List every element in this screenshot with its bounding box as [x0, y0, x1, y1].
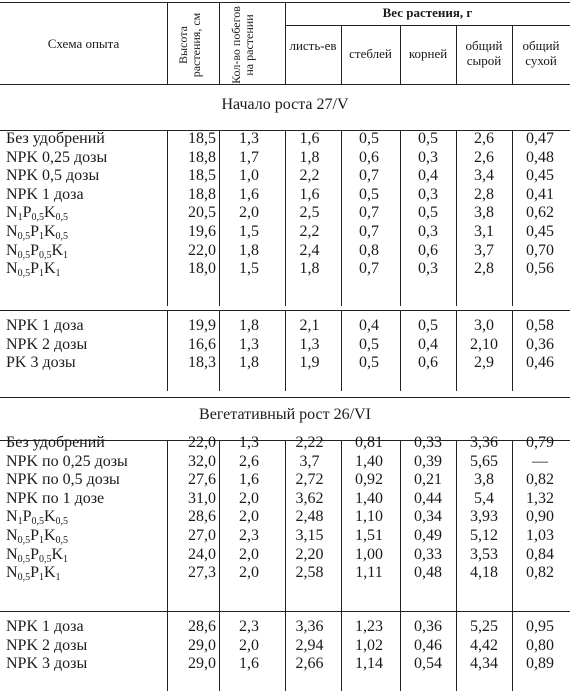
row-value: 1,7 — [239, 148, 259, 166]
row-value: 0,4 — [418, 335, 438, 353]
table-row — [0, 636, 570, 655]
table-row — [0, 507, 570, 526]
table-row — [0, 433, 570, 452]
row-value: 24,0 — [188, 545, 216, 563]
row-value: 2,48 — [295, 508, 324, 526]
row-value: 16,6 — [188, 335, 216, 353]
table-row — [0, 470, 570, 489]
row-value: 2,94 — [295, 636, 324, 654]
table-row — [0, 526, 570, 545]
row-value: 3,36 — [295, 618, 324, 635]
row-value: 18,0 — [188, 260, 216, 278]
row-value: 0,48 — [526, 148, 554, 166]
row-value: 22,0 — [188, 241, 216, 259]
row-value: 2,66 — [295, 655, 324, 673]
row-value: 0,45 — [526, 223, 554, 240]
row-value: 0,46 — [526, 354, 554, 372]
row-value: 2,9 — [474, 354, 494, 372]
table-row — [0, 166, 570, 185]
row-value: 2,5 — [299, 204, 320, 222]
row-value: 0,7 — [359, 260, 379, 278]
row-value: 1,51 — [355, 527, 383, 544]
row-value: 2,6 — [474, 130, 494, 147]
row-value: 0,3 — [418, 185, 438, 203]
row-value: 0,36 — [414, 618, 442, 635]
table-row — [0, 259, 570, 278]
row-value: 1,3 — [239, 335, 259, 353]
row-value: 2,2 — [299, 167, 320, 185]
row-value: 0,41 — [526, 185, 554, 203]
row-value: 2,0 — [239, 636, 259, 654]
row-label: $N_{0,5}P_{0,5}K_1$ — [6, 241, 69, 261]
row-value: 0,3 — [418, 148, 438, 166]
row-value: 3,1 — [474, 223, 494, 240]
row-value: 1,14 — [355, 655, 383, 673]
section-title: Начало роста 27/V — [221, 96, 349, 113]
row-value: 1,8 — [239, 241, 259, 259]
row-value: 2,8 — [474, 260, 494, 278]
row-value: 18,8 — [188, 185, 216, 203]
row-value: 0,46 — [414, 636, 442, 654]
row-value: 0,21 — [414, 471, 442, 489]
table-row — [0, 563, 570, 582]
row-label: NPK 0,25 дозы — [6, 148, 108, 166]
row-value: 1,8 — [299, 260, 320, 278]
row-value: 1,6 — [299, 185, 320, 203]
row-value: 1,6 — [299, 130, 320, 147]
row-value: 3,8 — [474, 204, 494, 222]
row-value: 18,5 — [188, 130, 216, 147]
row-value: 0,80 — [526, 636, 554, 654]
row-value: 2,1 — [299, 317, 320, 334]
row-label: Без удобрений — [6, 130, 105, 147]
row-value: 2,4 — [299, 241, 320, 259]
table-row — [0, 222, 570, 241]
header-shoots: Кол-во побегов на растении — [229, 6, 256, 84]
row-label: Без удобрений — [6, 434, 105, 451]
row-value: 5,4 — [474, 489, 494, 507]
row-value: 2,3 — [239, 527, 259, 544]
table-row — [0, 353, 570, 372]
row-label: $N_{0,5}P_{0,5}K_1$ — [6, 545, 69, 565]
row-value: 2,22 — [295, 434, 324, 451]
table-row — [0, 489, 570, 508]
header-roots: корней — [408, 46, 448, 61]
row-value: 0,92 — [355, 471, 383, 489]
row-value: 0,4 — [359, 317, 379, 334]
row-value: 2,6 — [239, 452, 259, 470]
row-value: 1,8 — [239, 317, 259, 334]
weight-group-rule — [285, 25, 570, 26]
row-value: 0,5 — [359, 185, 379, 203]
table-row — [0, 335, 570, 354]
row-value: 1,6 — [239, 185, 259, 203]
row-value: 0,89 — [526, 655, 554, 673]
row-value: 3,62 — [295, 489, 324, 507]
row-value: 0,8 — [359, 241, 379, 259]
row-value: 1,03 — [526, 527, 554, 544]
header-divider-1 — [167, 2, 168, 84]
row-value: 0,33 — [414, 434, 442, 451]
row-value: 28,6 — [188, 618, 216, 635]
row-value: 0,54 — [414, 655, 442, 673]
row-value: 2,0 — [239, 489, 259, 507]
row-value: 19,9 — [188, 317, 216, 334]
row-value: 22,0 — [188, 434, 216, 451]
row-value: 1,3 — [239, 130, 259, 147]
row-value: 2,20 — [295, 545, 324, 563]
row-value: 1,32 — [526, 489, 554, 507]
row-value: 20,5 — [188, 204, 216, 222]
row-value: 0,34 — [414, 508, 442, 526]
row-value: 2,0 — [239, 204, 259, 222]
row-value: 0,58 — [526, 317, 554, 334]
row-value: 0,82 — [526, 564, 554, 582]
row-value: 1,6 — [239, 471, 259, 489]
header-scheme: Схема опыта — [47, 36, 120, 51]
row-label: NPK по 0,25 дозы — [6, 452, 128, 470]
row-value: 0,5 — [418, 204, 438, 222]
row-value: 0,95 — [526, 618, 554, 635]
row-value: 1,8 — [299, 148, 320, 166]
row-value: 3,7 — [299, 452, 320, 470]
table-row — [0, 129, 570, 148]
row-value: 0,82 — [526, 471, 554, 489]
row-label: NPK по 1 дозе — [6, 489, 105, 507]
header-bottom-rule — [0, 84, 570, 85]
row-value: 0,36 — [526, 335, 554, 353]
row-value: 4,34 — [470, 655, 498, 673]
section-boundary-rule — [0, 397, 570, 398]
row-value: 3,8 — [474, 471, 494, 489]
row-value: 0,45 — [526, 167, 554, 185]
row-value: 0,6 — [418, 354, 438, 372]
row-value: — — [532, 452, 548, 470]
header-divider-2 — [219, 2, 220, 84]
row-value: 2,0 — [239, 545, 259, 563]
row-label: $N_1P_{0,5}K_{0,5}$ — [6, 508, 69, 528]
row-value: 1,23 — [355, 618, 383, 635]
row-value: 5,65 — [470, 452, 498, 470]
row-label: $N_{0,5}P_1K_{0,5}$ — [6, 223, 69, 242]
row-value: 2,6 — [474, 148, 494, 166]
row-label: NPK 1 доза — [6, 317, 84, 334]
table-row — [0, 203, 570, 222]
row-value: 3,36 — [470, 434, 498, 451]
table-row — [0, 185, 570, 204]
row-value: 1,6 — [239, 655, 259, 673]
row-value: 1,3 — [239, 434, 259, 451]
header-height: Высота растения, см — [176, 12, 203, 78]
row-label: NPK по 0,5 дозы — [6, 471, 120, 489]
row-value: 0,7 — [359, 223, 379, 240]
row-value: 0,6 — [418, 241, 438, 259]
row-value: 5,12 — [470, 527, 498, 544]
row-value: 2,8 — [474, 185, 494, 203]
row-value: 0,90 — [526, 508, 554, 526]
row-value: 2,72 — [295, 471, 324, 489]
row-value: 29,0 — [188, 655, 216, 673]
row-value: 1,3 — [299, 335, 320, 353]
row-value: 0,48 — [414, 564, 442, 582]
row-value: 0,33 — [414, 545, 442, 563]
header-stems: стеблей — [349, 46, 392, 61]
row-label: NPK 0,5 дозы — [6, 167, 100, 185]
header-total-dry: общий сухой — [522, 38, 560, 68]
row-value: 2,0 — [239, 508, 259, 526]
row-label: $N_{0,5}P_1K_1$ — [6, 564, 61, 584]
row-label: NPK 3 дозы — [6, 655, 88, 673]
row-value: 27,3 — [188, 564, 216, 582]
row-value: 0,47 — [526, 130, 554, 147]
table-row — [0, 148, 570, 167]
row-value: 3,15 — [295, 527, 324, 544]
row-value: 3,53 — [470, 545, 498, 563]
row-value: 1,00 — [355, 545, 383, 563]
row-value: 29,0 — [188, 636, 216, 654]
row-value: 2,0 — [239, 564, 259, 582]
row-value: 0,79 — [526, 434, 554, 451]
row-value: 0,84 — [526, 545, 554, 563]
row-value: 0,56 — [526, 260, 554, 278]
row-value: 18,3 — [188, 354, 216, 372]
row-value: 5,25 — [470, 618, 498, 635]
row-value: 0,3 — [418, 260, 438, 278]
row-value: 0,3 — [418, 223, 438, 240]
row-value: 1,5 — [239, 223, 259, 240]
row-value: 18,8 — [188, 148, 216, 166]
header-weight-group: Вес растения, г — [382, 5, 473, 20]
table-row — [0, 654, 570, 673]
row-value: 0,5 — [418, 130, 438, 147]
row-label: NPK 1 доза — [6, 618, 84, 635]
row-value: 2,58 — [295, 564, 324, 582]
row-value: 0,5 — [359, 335, 379, 353]
row-value: 19,6 — [188, 223, 216, 240]
row-value: 0,4 — [418, 167, 438, 185]
row-value: 0,39 — [414, 452, 442, 470]
row-value: 0,49 — [414, 527, 442, 544]
row-label: $N_1P_{0,5}K_{0,5}$ — [6, 204, 69, 224]
row-value: 0,7 — [359, 204, 379, 222]
row-label: NPK 2 дозы — [6, 636, 88, 654]
row-value: 27,0 — [188, 527, 216, 544]
section-title: Вегетативный рост 26/VI — [199, 406, 371, 423]
row-value: 1,8 — [239, 354, 259, 372]
header-leaves: листь-ев — [289, 38, 337, 53]
row-value: 0,7 — [359, 167, 379, 185]
row-value: 1,9 — [299, 354, 320, 372]
row-value: 3,93 — [470, 508, 498, 526]
row-value: 2,3 — [239, 618, 259, 635]
row-value: 1,10 — [355, 508, 383, 526]
row-value: 2,10 — [470, 335, 498, 353]
row-value: 4,18 — [470, 564, 498, 582]
row-label: PK 3 дозы — [6, 354, 76, 372]
row-value: 2,2 — [299, 223, 320, 240]
table-row — [0, 316, 570, 335]
row-value: 1,40 — [355, 452, 383, 470]
table-row — [0, 452, 570, 471]
row-value: 1,0 — [239, 167, 259, 185]
row-value: 3,4 — [474, 167, 494, 185]
row-value: 31,0 — [188, 489, 216, 507]
table-row — [0, 545, 570, 564]
row-label: NPK 1 доза — [6, 185, 84, 203]
row-value: 4,42 — [470, 636, 498, 654]
table-row — [0, 241, 570, 260]
row-value: 0,6 — [359, 148, 379, 166]
row-value: 32,0 — [188, 452, 216, 470]
row-label: NPK 2 дозы — [6, 335, 88, 353]
header-total-fresh: общий сырой — [465, 38, 503, 68]
row-value: 0,44 — [414, 489, 442, 507]
row-value: 1,11 — [355, 564, 383, 582]
row-value: 1,5 — [239, 260, 259, 278]
row-value: 28,6 — [188, 508, 216, 526]
row-value: 3,0 — [474, 317, 494, 334]
row-value: 3,7 — [474, 241, 494, 259]
row-value: 0,70 — [526, 241, 554, 259]
row-value: 0,5 — [418, 317, 438, 334]
row-value: 27,6 — [188, 471, 216, 489]
row-value: 0,81 — [355, 434, 383, 451]
row-value: 18,5 — [188, 167, 216, 185]
row-value: 1,40 — [355, 489, 383, 507]
row-value: 0,5 — [359, 130, 379, 147]
row-label: $N_{0,5}P_1K_{0,5}$ — [6, 527, 69, 546]
row-value: 0,5 — [359, 354, 379, 372]
row-label: $N_{0,5}P_1K_1$ — [6, 260, 61, 280]
table-row — [0, 617, 570, 636]
row-value: 1,02 — [355, 636, 383, 654]
row-value: 0,62 — [526, 204, 554, 222]
